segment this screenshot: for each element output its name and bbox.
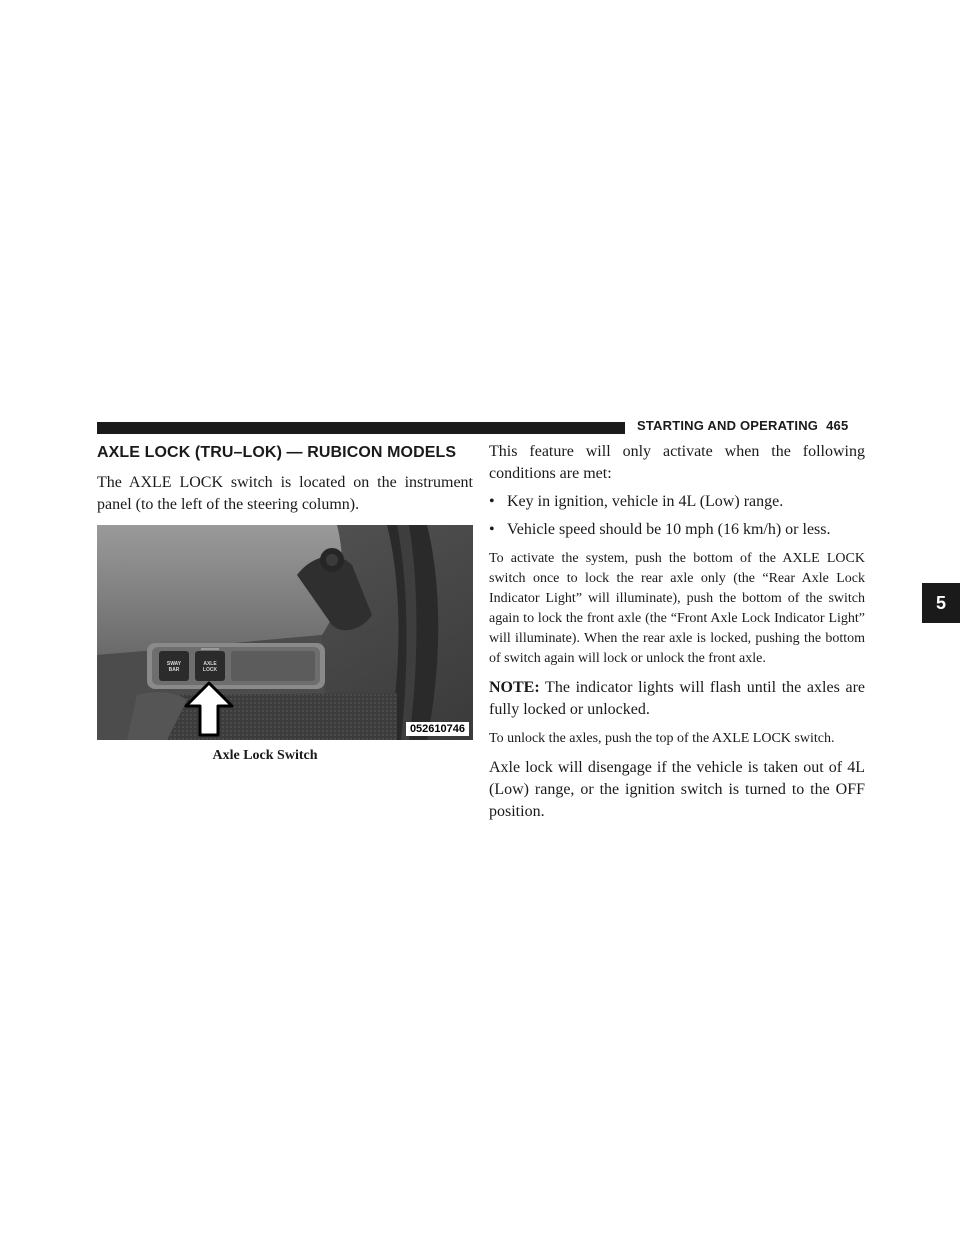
disengage-paragraph: Axle lock will disengage if the vehicle is taken out of 4L (Low) range, or the ignition switch is turned to the OFF position. (489, 759, 865, 820)
note-text: The indicator lights will flash until the axles are fully locked or unlocked. (489, 679, 865, 718)
figure-caption: Axle Lock Switch (212, 748, 318, 763)
header-section: STARTING AND OPERATING (637, 418, 819, 433)
figure-code: 052610746 (406, 722, 469, 736)
bullet-dot: • (489, 493, 495, 510)
note-label: NOTE: (489, 679, 540, 696)
bullet-dot: • (489, 521, 495, 538)
axle-lock-button-label-1: AXLE (203, 661, 217, 667)
left-column (97, 444, 473, 764)
bullet-item (489, 519, 865, 541)
sway-bar-button-label-2: BAR (168, 667, 180, 673)
section-title: AXLE LOCK (TRU–LOK) — RUBICON MODELS (97, 444, 457, 461)
axle-lock-switch-figure (97, 525, 473, 740)
axle-lock-button-label-2: LOCK (202, 667, 218, 673)
intro-paragraph: The AXLE LOCK switch is located on the instrument panel (to the left of the steering column). (97, 474, 473, 513)
running-header (637, 418, 848, 433)
bullet-text: Vehicle speed should be 10 mph (16 km/h) or less. (507, 521, 831, 538)
note-paragraph (489, 677, 865, 721)
conditions-intro: This feature will only activate when the following conditions are met: (489, 443, 865, 482)
header-rule (97, 422, 625, 434)
chapter-tab: 5 (922, 583, 960, 623)
bullet-item (489, 491, 865, 513)
right-column (489, 441, 865, 823)
bullet-text: Key in ignition, vehicle in 4L (Low) range. (507, 493, 784, 510)
page-number: 465 (826, 418, 849, 433)
sway-bar-button-label-1: SWAY (166, 661, 182, 667)
activate-paragraph: To activate the system, push the bottom of the AXLE LOCK switch once to lock the rear axle only (the “Rear Axle Lock Indicator Light” will illuminate), push the bottom of the switch again to lock the front axle (the “Front Axle Lock Indicator Light” will illuminate). When the rear axle is locked, pushing the bottom of switch again will lock or unlock the front axle. (489, 551, 865, 666)
switch-photo (97, 525, 473, 740)
unlock-paragraph: To unlock the axles, push the top of the AXLE LOCK switch. (489, 731, 835, 746)
